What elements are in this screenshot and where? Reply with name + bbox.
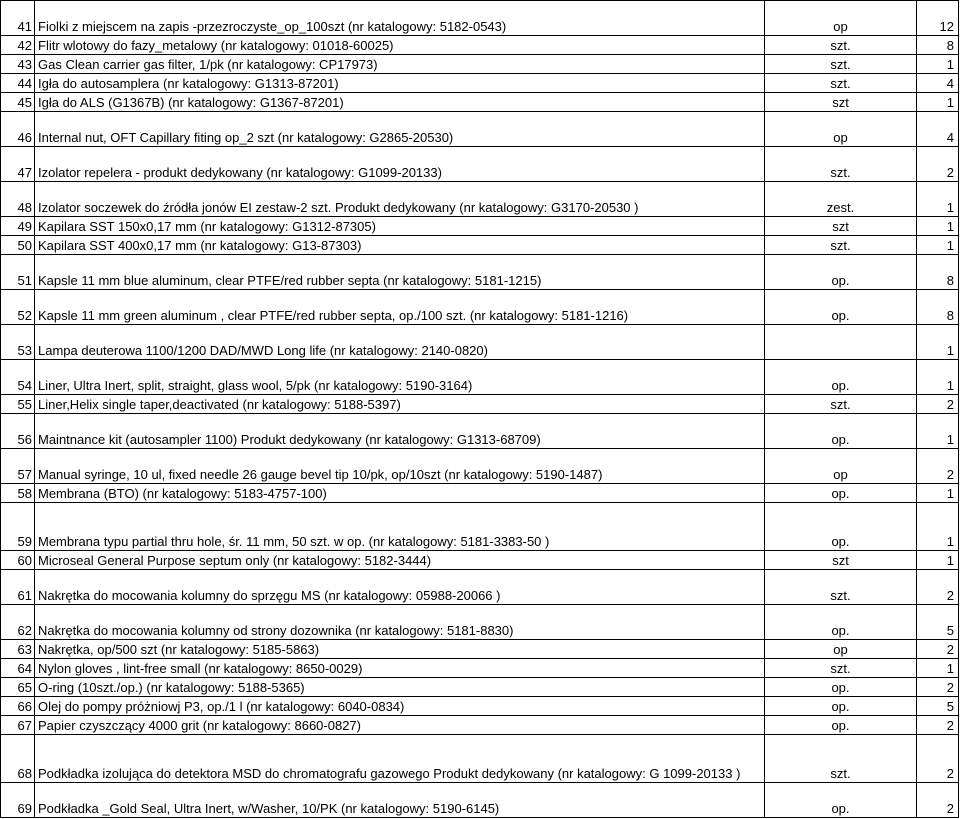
table-row — [1, 290, 959, 325]
item-unit: szt — [765, 93, 917, 112]
item-quantity: 8 — [917, 36, 959, 55]
item-unit: szt. — [765, 735, 917, 783]
item-unit: op. — [765, 290, 917, 325]
item-description: Igła do autosamplera (nr katalogowy: G1313-87201) — [35, 74, 765, 93]
item-description: Liner,Helix single taper,deactivated (nr katalogowy: 5188-5397) — [35, 395, 765, 414]
row-number: 66 — [1, 697, 35, 716]
item-unit: op. — [765, 605, 917, 640]
item-quantity: 1 — [917, 360, 959, 395]
item-unit: op. — [765, 360, 917, 395]
row-number: 53 — [1, 325, 35, 360]
item-description: Kapsle 11 mm blue aluminum, clear PTFE/red rubber septa (nr katalogowy: 5181-1215) — [35, 255, 765, 290]
table-row — [1, 640, 959, 659]
item-description: Izolator soczewek do źródła jonów EI zestaw-2 szt. Produkt dedykowany (nr katalogowy: G3170-20530 ) — [35, 182, 765, 217]
item-unit: szt. — [765, 395, 917, 414]
row-number: 42 — [1, 36, 35, 55]
row-number: 61 — [1, 570, 35, 605]
item-quantity: 1 — [917, 217, 959, 236]
table-row — [1, 395, 959, 414]
item-quantity: 5 — [917, 697, 959, 716]
row-number: 69 — [1, 783, 35, 818]
item-description: Izolator repelera - produkt dedykowany (nr katalogowy: G1099-20133) — [35, 147, 765, 182]
row-number: 50 — [1, 236, 35, 255]
table-row — [1, 217, 959, 236]
item-unit: op. — [765, 503, 917, 551]
table-row — [1, 735, 959, 783]
row-number: 56 — [1, 414, 35, 449]
item-unit: szt. — [765, 570, 917, 605]
row-number: 67 — [1, 716, 35, 735]
row-number: 62 — [1, 605, 35, 640]
row-number: 45 — [1, 93, 35, 112]
item-unit: op — [765, 640, 917, 659]
table-row — [1, 182, 959, 217]
table-row — [1, 147, 959, 182]
item-description: Kapsle 11 mm green aluminum , clear PTFE/red rubber septa, op./100 szt. (nr katalogowy: 5181-1216) — [35, 290, 765, 325]
row-number: 68 — [1, 735, 35, 783]
item-quantity: 1 — [917, 93, 959, 112]
item-quantity: 2 — [917, 716, 959, 735]
item-quantity: 2 — [917, 640, 959, 659]
item-unit — [765, 325, 917, 360]
row-number: 59 — [1, 503, 35, 551]
row-number: 54 — [1, 360, 35, 395]
table-row — [1, 112, 959, 147]
table-row — [1, 1, 959, 36]
table-row — [1, 55, 959, 74]
item-unit: op. — [765, 484, 917, 503]
table-row — [1, 93, 959, 112]
item-unit: op. — [765, 716, 917, 735]
item-unit: szt. — [765, 147, 917, 182]
table-row — [1, 236, 959, 255]
item-quantity: 4 — [917, 74, 959, 93]
table-row — [1, 74, 959, 93]
item-quantity: 1 — [917, 551, 959, 570]
item-quantity: 2 — [917, 678, 959, 697]
items-table-body — [1, 1, 959, 818]
item-description: Kapilara SST 400x0,17 mm (nr katalogowy: G13-87303) — [35, 236, 765, 255]
item-description: Nakrętka, op/500 szt (nr katalogowy: 5185-5863) — [35, 640, 765, 659]
table-row — [1, 325, 959, 360]
row-number: 46 — [1, 112, 35, 147]
table-row — [1, 484, 959, 503]
row-number: 55 — [1, 395, 35, 414]
item-description: Membrana (BTO) (nr katalogowy: 5183-4757-100) — [35, 484, 765, 503]
table-row — [1, 716, 959, 735]
row-number: 41 — [1, 1, 35, 36]
row-number: 57 — [1, 449, 35, 484]
row-number: 47 — [1, 147, 35, 182]
item-description: Flitr wlotowy do fazy_metalowy (nr katalogowy: 01018-60025) — [35, 36, 765, 55]
item-description: Nylon gloves , lint-free small (nr katalogowy: 8650-0029) — [35, 659, 765, 678]
item-quantity: 1 — [917, 236, 959, 255]
item-quantity: 8 — [917, 290, 959, 325]
item-quantity: 1 — [917, 659, 959, 678]
item-description: Lampa deuterowa 1100/1200 DAD/MWD Long life (nr katalogowy: 2140-0820) — [35, 325, 765, 360]
table-row — [1, 659, 959, 678]
row-number: 52 — [1, 290, 35, 325]
item-quantity: 2 — [917, 735, 959, 783]
item-description: O-ring (10szt./op.) (nr katalogowy: 5188-5365) — [35, 678, 765, 697]
table-row — [1, 503, 959, 551]
row-number: 51 — [1, 255, 35, 290]
item-unit: op. — [765, 678, 917, 697]
item-description: Liner, Ultra Inert, split, straight, glass wool, 5/pk (nr katalogowy: 5190-3164) — [35, 360, 765, 395]
row-number: 64 — [1, 659, 35, 678]
item-unit: zest. — [765, 182, 917, 217]
item-description: Nakrętka do mocowania kolumny do sprzęgu MS (nr katalogowy: 05988-20066 ) — [35, 570, 765, 605]
table-row — [1, 697, 959, 716]
item-unit: szt — [765, 551, 917, 570]
item-quantity: 1 — [917, 414, 959, 449]
item-quantity: 2 — [917, 395, 959, 414]
item-unit: szt. — [765, 659, 917, 678]
table-row — [1, 783, 959, 818]
item-quantity: 2 — [917, 449, 959, 484]
row-number: 49 — [1, 217, 35, 236]
item-description: Microseal General Purpose septum only (nr katalogowy: 5182-3444) — [35, 551, 765, 570]
item-unit: szt. — [765, 236, 917, 255]
row-number: 65 — [1, 678, 35, 697]
item-description: Podkładka izolująca do detektora MSD do chromatografu gazowego Produkt dedykowany (nr katalogowy: G 1099-20133 ) — [35, 735, 765, 783]
row-number: 44 — [1, 74, 35, 93]
row-number: 58 — [1, 484, 35, 503]
item-quantity: 4 — [917, 112, 959, 147]
item-quantity: 1 — [917, 55, 959, 74]
item-unit: szt. — [765, 74, 917, 93]
item-unit: op. — [765, 414, 917, 449]
table-row — [1, 605, 959, 640]
table-row — [1, 360, 959, 395]
item-description: Olej do pompy próżniowj P3, op./1 l (nr katalogowy: 6040-0834) — [35, 697, 765, 716]
item-unit: op — [765, 112, 917, 147]
table-row — [1, 36, 959, 55]
table-row — [1, 570, 959, 605]
row-number: 48 — [1, 182, 35, 217]
item-unit: op. — [765, 697, 917, 716]
item-unit: szt. — [765, 36, 917, 55]
row-number: 63 — [1, 640, 35, 659]
row-number: 60 — [1, 551, 35, 570]
item-unit: op. — [765, 255, 917, 290]
table-row — [1, 551, 959, 570]
item-unit: szt — [765, 217, 917, 236]
item-description: Papier czyszczący 4000 grit (nr katalogowy: 8660-0827) — [35, 716, 765, 735]
item-unit: szt. — [765, 55, 917, 74]
item-description: Igła do ALS (G1367B) (nr katalogowy: G1367-87201) — [35, 93, 765, 112]
item-quantity: 1 — [917, 325, 959, 360]
item-quantity: 2 — [917, 783, 959, 818]
item-quantity: 2 — [917, 147, 959, 182]
item-description: Fiolki z miejscem na zapis -przezroczyste_op_100szt (nr katalogowy: 5182-0543) — [35, 1, 765, 36]
item-description: Podkładka _Gold Seal, Ultra Inert, w/Washer, 10/PK (nr katalogowy: 5190-6145) — [35, 783, 765, 818]
table-row — [1, 414, 959, 449]
item-quantity: 1 — [917, 484, 959, 503]
item-description: Manual syringe, 10 ul, fixed needle 26 gauge bevel tip 10/pk, op/10szt (nr katalogowy: 5190-1487) — [35, 449, 765, 484]
item-description: Membrana typu partial thru hole, śr. 11 mm, 50 szt. w op. (nr katalogowy: 5181-3383-50 ) — [35, 503, 765, 551]
row-number: 43 — [1, 55, 35, 74]
item-quantity: 12 — [917, 1, 959, 36]
item-unit: op — [765, 1, 917, 36]
item-description: Internal nut, OFT Capillary fiting op_2 szt (nr katalogowy: G2865-20530) — [35, 112, 765, 147]
item-quantity: 1 — [917, 182, 959, 217]
item-quantity: 5 — [917, 605, 959, 640]
item-quantity: 2 — [917, 570, 959, 605]
table-row — [1, 678, 959, 697]
item-description: Kapilara SST 150x0,17 mm (nr katalogowy: G1312-87305) — [35, 217, 765, 236]
item-description: Nakrętka do mocowania kolumny od strony dozownika (nr katalogowy: 5181-8830) — [35, 605, 765, 640]
table-row — [1, 449, 959, 484]
table-row — [1, 255, 959, 290]
item-description: Maintnance kit (autosampler 1100) Produkt dedykowany (nr katalogowy: G1313-68709) — [35, 414, 765, 449]
item-unit: op. — [765, 783, 917, 818]
item-description: Gas Clean carrier gas filter, 1/pk (nr katalogowy: CP17973) — [35, 55, 765, 74]
item-quantity: 8 — [917, 255, 959, 290]
item-unit: op — [765, 449, 917, 484]
item-quantity: 1 — [917, 503, 959, 551]
